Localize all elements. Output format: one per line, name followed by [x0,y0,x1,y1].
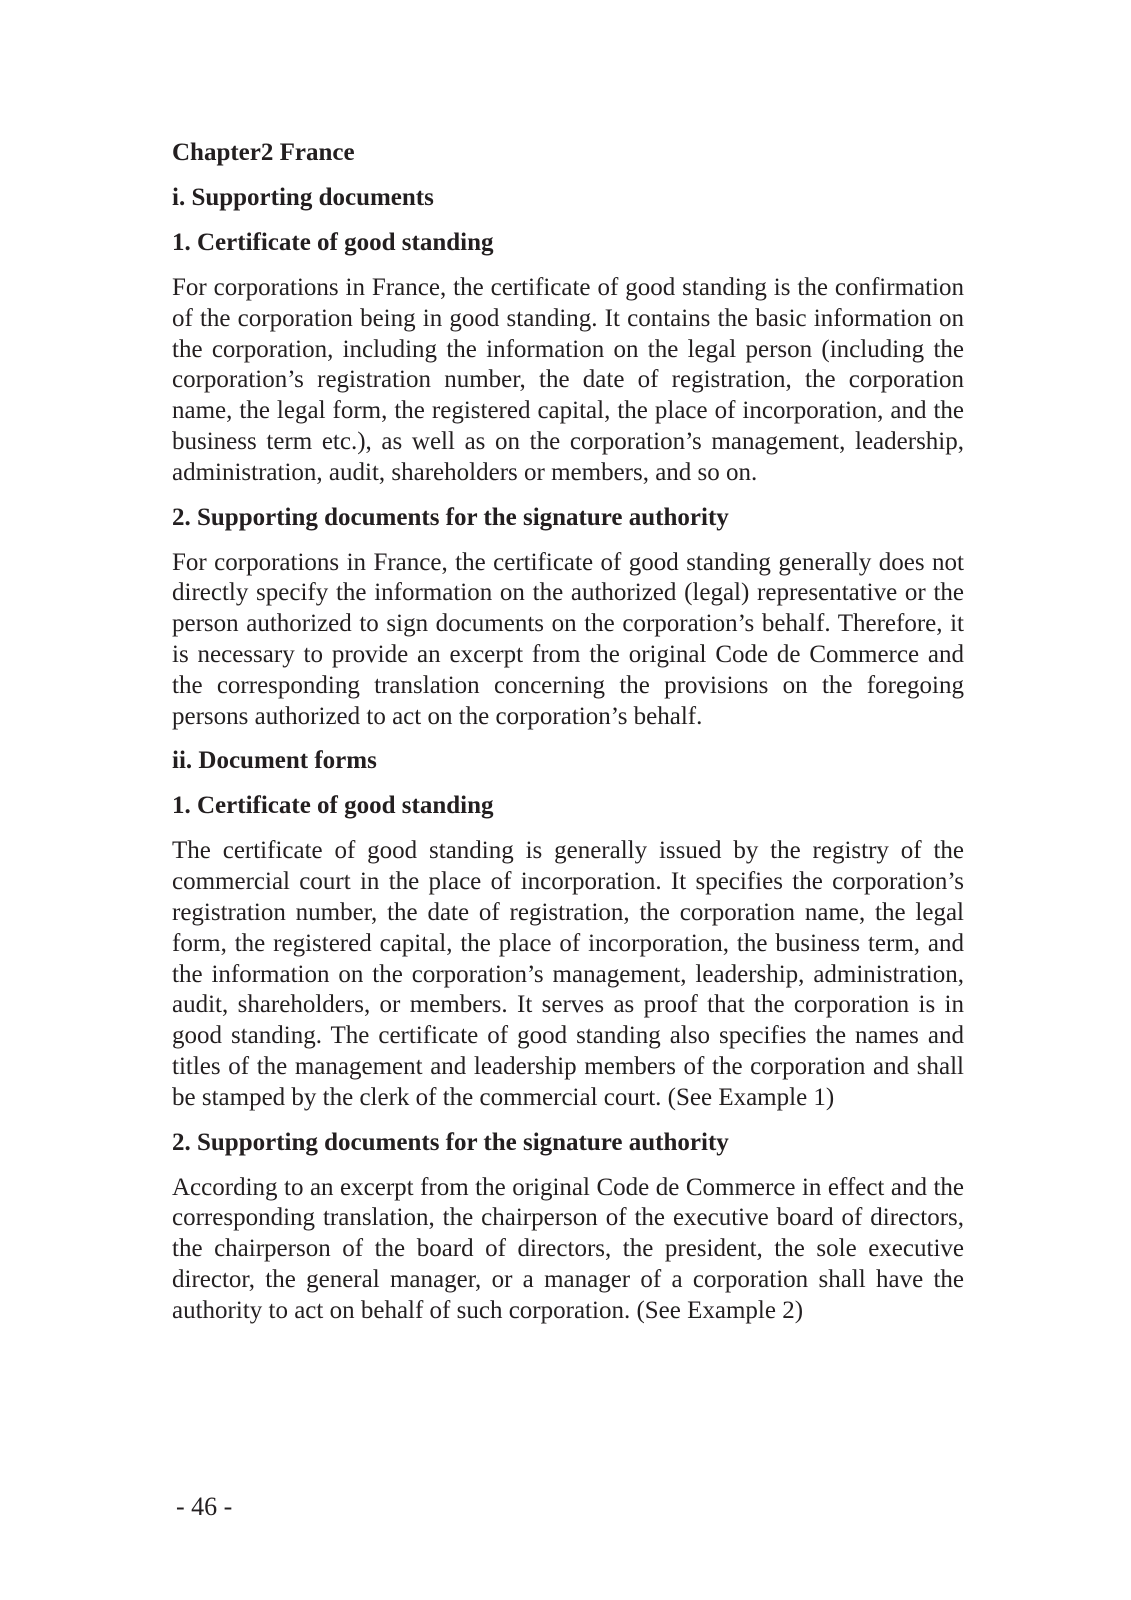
subsection-heading-certificate: 1. Certificate of good standing [172,229,494,256]
paragraph-signature-authority-form: According to an excerpt from the original Code de Commerce in effect and the corresponding translation, the chairperson of the executive board of directors, the chairperson of the board of directors, the president, the sole executive director, the general manager, or a manager of a corporation shall have the authority to act on behalf of such corporation. (See Example 2) [172,1173,964,1324]
paragraph-certificate-form: The certificate of good standing is generally issued by the registry of the commercial court in the place of incorporation. It specifies the corporation’s registration number, the date of registration, the corporation name, the legal form, the registered capital, the place of incorporation, the business term, and the information on the corporation’s management, leadership, administration, audit, shareholders, or members. It serves as proof that the corporation is in good standing. The certificate of good standing also specifies the names and titles of the management and leadership members of the corporation and shall be stamped by the clerk of the commercial court. (See Example 1) [172,837,964,1111]
subsection-heading-certificate-form: 1. Certificate of good standing [172,792,494,820]
section-heading-supporting-documents: i. Supporting documents [172,184,434,211]
subsection-heading-signature-authority: 2. Supporting documents for the signature authority [172,503,729,531]
chapter-title: Chapter2 France [172,139,355,166]
subsection-heading-signature-authority-form: 2. Supporting documents for the signature authority [172,1128,729,1156]
section-heading-document-forms: ii. Document forms [172,747,377,775]
paragraph-signature-authority-description: For corporations in France, the certificate of good standing generally does not directly specify the information on the authorized (legal) representative or the person authorized to sign documents on the corporation’s behalf. Therefore, it is necessary to provide an excerpt from the original Code de Commerce and the corresponding translation concerning the provisions on the foregoing persons authorized to act on the corporation’s behalf. [172,548,964,730]
page-number: - 46 - [176,1492,233,1521]
document-body [172,138,964,1341]
paragraph-certificate-description: For corporations in France, the certificate of good standing is the confirmation of the corporation being in good standing. It contains the basic information on the corporation, including the information on the legal person (including the corporation’s registration number, the date of registration, the corporation name, the legal form, the registered capital, the place of incorporation, and the business term etc.), as well as on the corporation’s management, leadership, administration, audit, shareholders or members, and so on. [172,274,964,486]
